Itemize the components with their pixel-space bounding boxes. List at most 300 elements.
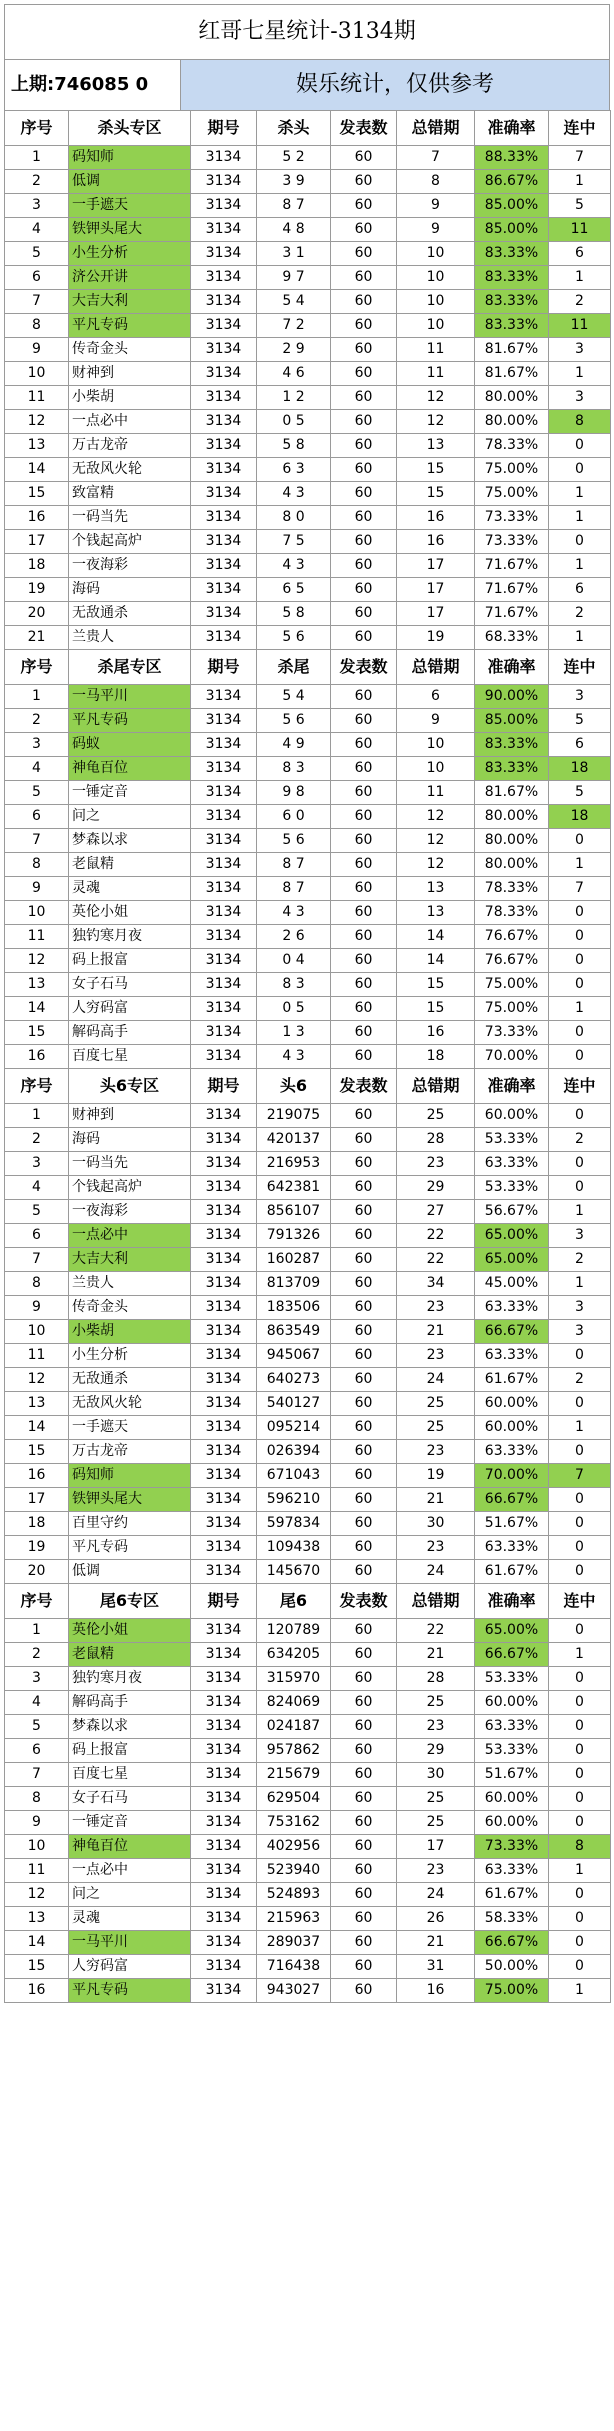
table-row (5, 1104, 611, 1128)
col-accuracy-cell: 66.67% (475, 1488, 549, 1512)
col-errors-cell: 23 (397, 1344, 475, 1368)
header-col-count: 发表数 (331, 1069, 397, 1104)
col-count-cell: 60 (331, 1296, 397, 1320)
col-value-cell: 642381 (257, 1176, 331, 1200)
col-streak-cell: 2 (549, 290, 611, 314)
col-count-cell: 60 (331, 626, 397, 650)
col-issue-cell: 3134 (191, 626, 257, 650)
table-row (5, 1248, 611, 1272)
col-count-cell: 60 (331, 1512, 397, 1536)
col-name-cell: 大吉大利 (69, 1248, 191, 1272)
col-count-cell: 60 (331, 530, 397, 554)
col-errors-cell: 34 (397, 1272, 475, 1296)
col-accuracy-cell: 73.33% (475, 506, 549, 530)
col-count-cell: 60 (331, 1368, 397, 1392)
col-index-cell: 19 (5, 578, 69, 602)
col-name-cell: 独钓寒月夜 (69, 1667, 191, 1691)
table-row (5, 1763, 611, 1787)
col-issue-cell: 3134 (191, 1560, 257, 1584)
col-value-cell: 4 8 (257, 218, 331, 242)
col-index-cell: 11 (5, 1344, 69, 1368)
col-issue-cell: 3134 (191, 949, 257, 973)
col-name-cell: 万古龙帝 (69, 1440, 191, 1464)
header-col-accuracy: 准确率 (475, 1069, 549, 1104)
table-row (5, 1715, 611, 1739)
col-count-cell: 60 (331, 1667, 397, 1691)
col-streak-cell: 0 (549, 1667, 611, 1691)
col-index-cell: 10 (5, 362, 69, 386)
table-row (5, 506, 611, 530)
col-errors-cell: 24 (397, 1883, 475, 1907)
col-index-cell: 9 (5, 1296, 69, 1320)
col-index-cell: 14 (5, 997, 69, 1021)
col-count-cell: 60 (331, 733, 397, 757)
col-accuracy-cell: 68.33% (475, 626, 549, 650)
disclaimer-note: 娱乐统计，仅供参考 (181, 60, 609, 110)
col-value-cell: 5 6 (257, 709, 331, 733)
table-row (5, 1128, 611, 1152)
table-row (5, 1835, 611, 1859)
col-issue-cell: 3134 (191, 290, 257, 314)
header-col-index: 序号 (5, 650, 69, 685)
table-row (5, 829, 611, 853)
col-name-cell: 一手遮天 (69, 1416, 191, 1440)
col-accuracy-cell: 80.00% (475, 386, 549, 410)
col-streak-cell: 1 (549, 266, 611, 290)
col-name-cell: 解码高手 (69, 1021, 191, 1045)
col-index-cell: 15 (5, 1440, 69, 1464)
col-issue-cell: 3134 (191, 554, 257, 578)
col-index-cell: 4 (5, 1176, 69, 1200)
col-issue-cell: 3134 (191, 506, 257, 530)
col-accuracy-cell: 66.67% (475, 1643, 549, 1667)
col-issue-cell: 3134 (191, 338, 257, 362)
col-value-cell: 420137 (257, 1128, 331, 1152)
col-accuracy-cell: 61.67% (475, 1883, 549, 1907)
col-accuracy-cell: 78.33% (475, 877, 549, 901)
col-count-cell: 60 (331, 1488, 397, 1512)
col-accuracy-cell: 60.00% (475, 1787, 549, 1811)
col-issue-cell: 3134 (191, 757, 257, 781)
col-count-cell: 60 (331, 482, 397, 506)
col-value-cell: 629504 (257, 1787, 331, 1811)
header-col-value: 尾6 (257, 1584, 331, 1619)
col-value-cell: 6 5 (257, 578, 331, 602)
col-count-cell: 60 (331, 1691, 397, 1715)
col-value-cell: 1 3 (257, 1021, 331, 1045)
col-name-cell: 平凡专码 (69, 1536, 191, 1560)
col-index-cell: 8 (5, 314, 69, 338)
col-index-cell: 7 (5, 1248, 69, 1272)
col-name-cell: 兰贵人 (69, 626, 191, 650)
table-row (5, 1979, 611, 2003)
col-name-cell: 铁钾头尾大 (69, 218, 191, 242)
col-value-cell: 5 4 (257, 290, 331, 314)
col-name-cell: 英伦小姐 (69, 901, 191, 925)
col-errors-cell: 25 (397, 1416, 475, 1440)
table-row (5, 482, 611, 506)
col-value-cell: 2 9 (257, 338, 331, 362)
table-row (5, 1739, 611, 1763)
col-accuracy-cell: 61.67% (475, 1368, 549, 1392)
header-col-streak: 连中 (549, 111, 611, 146)
stats-table (4, 110, 611, 2003)
col-count-cell: 60 (331, 338, 397, 362)
col-value-cell: 957862 (257, 1739, 331, 1763)
header-col-accuracy: 准确率 (475, 650, 549, 685)
col-accuracy-cell: 50.00% (475, 1955, 549, 1979)
col-accuracy-cell: 63.33% (475, 1344, 549, 1368)
col-name-cell: 百度七星 (69, 1045, 191, 1069)
col-name-cell: 财神到 (69, 362, 191, 386)
page-title: 红哥七星统计-3134期 (4, 4, 610, 60)
col-count-cell: 60 (331, 146, 397, 170)
col-index-cell: 1 (5, 685, 69, 709)
col-name-cell: 一马平川 (69, 685, 191, 709)
col-index-cell: 15 (5, 482, 69, 506)
col-count-cell: 60 (331, 1200, 397, 1224)
col-issue-cell: 3134 (191, 578, 257, 602)
col-streak-cell: 0 (549, 973, 611, 997)
col-streak-cell: 2 (549, 1128, 611, 1152)
col-issue-cell: 3134 (191, 877, 257, 901)
col-accuracy-cell: 63.33% (475, 1152, 549, 1176)
col-count-cell: 60 (331, 1643, 397, 1667)
col-name-cell: 个钱起高炉 (69, 530, 191, 554)
col-accuracy-cell: 60.00% (475, 1416, 549, 1440)
table-row (5, 1536, 611, 1560)
col-streak-cell: 0 (549, 1619, 611, 1643)
col-streak-cell: 1 (549, 362, 611, 386)
col-index-cell: 13 (5, 973, 69, 997)
col-index-cell: 11 (5, 386, 69, 410)
col-count-cell: 60 (331, 1021, 397, 1045)
col-value-cell: 215679 (257, 1763, 331, 1787)
col-value-cell: 813709 (257, 1272, 331, 1296)
col-value-cell: 597834 (257, 1512, 331, 1536)
col-name-cell: 平凡专码 (69, 314, 191, 338)
col-accuracy-cell: 53.33% (475, 1128, 549, 1152)
col-count-cell: 60 (331, 218, 397, 242)
col-name-cell: 低调 (69, 170, 191, 194)
col-accuracy-cell: 80.00% (475, 410, 549, 434)
table-row (5, 1416, 611, 1440)
col-index-cell: 7 (5, 290, 69, 314)
table-row (5, 1045, 611, 1069)
col-streak-cell: 1 (549, 482, 611, 506)
table-row (5, 338, 611, 362)
col-value-cell: 219075 (257, 1104, 331, 1128)
col-count-cell: 60 (331, 1979, 397, 2003)
col-errors-cell: 25 (397, 1104, 475, 1128)
col-value-cell: 945067 (257, 1344, 331, 1368)
col-errors-cell: 29 (397, 1176, 475, 1200)
col-issue-cell: 3134 (191, 1320, 257, 1344)
col-value-cell: 3 1 (257, 242, 331, 266)
col-errors-cell: 17 (397, 602, 475, 626)
col-streak-cell: 0 (549, 1488, 611, 1512)
col-issue-cell: 3134 (191, 242, 257, 266)
col-accuracy-cell: 45.00% (475, 1272, 549, 1296)
col-issue-cell: 3134 (191, 1248, 257, 1272)
col-count-cell: 60 (331, 973, 397, 997)
col-issue-cell: 3134 (191, 1619, 257, 1643)
col-name-cell: 海码 (69, 578, 191, 602)
col-name-cell: 老鼠精 (69, 1643, 191, 1667)
col-count-cell: 60 (331, 434, 397, 458)
col-count-cell: 60 (331, 925, 397, 949)
header-col-errors: 总错期 (397, 650, 475, 685)
col-accuracy-cell: 78.33% (475, 434, 549, 458)
col-count-cell: 60 (331, 1955, 397, 1979)
col-value-cell: 4 3 (257, 1045, 331, 1069)
col-value-cell: 4 3 (257, 554, 331, 578)
col-count-cell: 60 (331, 1883, 397, 1907)
col-errors-cell: 13 (397, 877, 475, 901)
header-col-value: 头6 (257, 1069, 331, 1104)
col-accuracy-cell: 75.00% (475, 973, 549, 997)
col-count-cell: 60 (331, 1104, 397, 1128)
col-accuracy-cell: 58.33% (475, 1907, 549, 1931)
col-accuracy-cell: 73.33% (475, 1835, 549, 1859)
col-name-cell: 致富精 (69, 482, 191, 506)
col-issue-cell: 3134 (191, 1691, 257, 1715)
header-col-issue: 期号 (191, 111, 257, 146)
col-count-cell: 60 (331, 458, 397, 482)
table-row (5, 1440, 611, 1464)
col-accuracy-cell: 81.67% (475, 362, 549, 386)
col-index-cell: 5 (5, 242, 69, 266)
table-row (5, 1176, 611, 1200)
col-value-cell: 671043 (257, 1464, 331, 1488)
col-errors-cell: 12 (397, 853, 475, 877)
table-row (5, 1811, 611, 1835)
col-streak-cell: 0 (549, 1536, 611, 1560)
col-index-cell: 12 (5, 949, 69, 973)
col-count-cell: 60 (331, 1320, 397, 1344)
col-accuracy-cell: 71.67% (475, 554, 549, 578)
col-count-cell: 60 (331, 1045, 397, 1069)
col-errors-cell: 22 (397, 1619, 475, 1643)
col-accuracy-cell: 71.67% (475, 602, 549, 626)
col-accuracy-cell: 88.33% (475, 146, 549, 170)
col-errors-cell: 8 (397, 170, 475, 194)
col-value-cell: 791326 (257, 1224, 331, 1248)
table-row (5, 1152, 611, 1176)
col-name-cell: 平凡专码 (69, 709, 191, 733)
col-name-cell: 神龟百位 (69, 757, 191, 781)
col-issue-cell: 3134 (191, 1272, 257, 1296)
col-index-cell: 14 (5, 1931, 69, 1955)
col-accuracy-cell: 53.33% (475, 1667, 549, 1691)
col-streak-cell: 0 (549, 1691, 611, 1715)
col-errors-cell: 10 (397, 314, 475, 338)
col-accuracy-cell: 81.67% (475, 338, 549, 362)
col-index-cell: 16 (5, 1045, 69, 1069)
col-issue-cell: 3134 (191, 1176, 257, 1200)
table-row (5, 458, 611, 482)
col-accuracy-cell: 76.67% (475, 925, 549, 949)
table-row (5, 410, 611, 434)
col-accuracy-cell: 53.33% (475, 1176, 549, 1200)
col-errors-cell: 17 (397, 554, 475, 578)
col-errors-cell: 25 (397, 1691, 475, 1715)
col-issue-cell: 3134 (191, 434, 257, 458)
col-accuracy-cell: 85.00% (475, 194, 549, 218)
col-issue-cell: 3134 (191, 1224, 257, 1248)
col-index-cell: 8 (5, 1787, 69, 1811)
col-name-cell: 低调 (69, 1560, 191, 1584)
col-errors-cell: 15 (397, 997, 475, 1021)
col-value-cell: 753162 (257, 1811, 331, 1835)
col-issue-cell: 3134 (191, 1835, 257, 1859)
col-count-cell: 60 (331, 1128, 397, 1152)
table-row (5, 925, 611, 949)
col-name-cell: 梦森以求 (69, 1715, 191, 1739)
col-accuracy-cell: 76.67% (475, 949, 549, 973)
subheader (4, 60, 610, 110)
col-index-cell: 11 (5, 925, 69, 949)
col-accuracy-cell: 63.33% (475, 1440, 549, 1464)
table-row (5, 1883, 611, 1907)
section-header-row (5, 1584, 611, 1619)
col-errors-cell: 25 (397, 1392, 475, 1416)
col-value-cell: 6 0 (257, 805, 331, 829)
col-issue-cell: 3134 (191, 482, 257, 506)
section-header-row (5, 111, 611, 146)
col-issue-cell: 3134 (191, 685, 257, 709)
col-issue-cell: 3134 (191, 1787, 257, 1811)
table-row (5, 1272, 611, 1296)
col-accuracy-cell: 60.00% (475, 1811, 549, 1835)
col-name-cell: 人穷码富 (69, 1955, 191, 1979)
col-streak-cell: 5 (549, 781, 611, 805)
col-errors-cell: 15 (397, 973, 475, 997)
col-index-cell: 2 (5, 170, 69, 194)
col-streak-cell: 0 (549, 1811, 611, 1835)
col-issue-cell: 3134 (191, 1763, 257, 1787)
col-accuracy-cell: 53.33% (475, 1739, 549, 1763)
col-streak-cell: 1 (549, 997, 611, 1021)
col-issue-cell: 3134 (191, 1464, 257, 1488)
col-streak-cell: 0 (549, 1176, 611, 1200)
col-streak-cell: 0 (549, 1512, 611, 1536)
col-value-cell: 9 8 (257, 781, 331, 805)
col-name-cell: 百度七星 (69, 1763, 191, 1787)
col-index-cell: 5 (5, 1715, 69, 1739)
col-count-cell: 60 (331, 1152, 397, 1176)
col-accuracy-cell: 63.33% (475, 1715, 549, 1739)
col-issue-cell: 3134 (191, 1021, 257, 1045)
col-index-cell: 13 (5, 1907, 69, 1931)
col-streak-cell: 11 (549, 314, 611, 338)
col-streak-cell: 8 (549, 1835, 611, 1859)
col-accuracy-cell: 75.00% (475, 458, 549, 482)
col-accuracy-cell: 63.33% (475, 1296, 549, 1320)
col-count-cell: 60 (331, 1536, 397, 1560)
col-value-cell: 5 6 (257, 829, 331, 853)
col-errors-cell: 10 (397, 733, 475, 757)
col-count-cell: 60 (331, 1907, 397, 1931)
col-errors-cell: 23 (397, 1859, 475, 1883)
col-value-cell: 524893 (257, 1883, 331, 1907)
col-count-cell: 60 (331, 997, 397, 1021)
table-row (5, 1787, 611, 1811)
col-count-cell: 60 (331, 1560, 397, 1584)
col-value-cell: 109438 (257, 1536, 331, 1560)
col-count-cell: 60 (331, 1739, 397, 1763)
table-row (5, 685, 611, 709)
col-accuracy-cell: 75.00% (475, 482, 549, 506)
header-col-name: 尾6专区 (69, 1584, 191, 1619)
col-index-cell: 17 (5, 530, 69, 554)
col-errors-cell: 29 (397, 1739, 475, 1763)
col-issue-cell: 3134 (191, 1488, 257, 1512)
col-issue-cell: 3134 (191, 805, 257, 829)
col-name-cell: 神龟百位 (69, 1835, 191, 1859)
col-value-cell: 4 6 (257, 362, 331, 386)
col-value-cell: 523940 (257, 1859, 331, 1883)
col-errors-cell: 18 (397, 1045, 475, 1069)
col-errors-cell: 6 (397, 685, 475, 709)
col-count-cell: 60 (331, 170, 397, 194)
col-index-cell: 3 (5, 194, 69, 218)
col-accuracy-cell: 63.33% (475, 1536, 549, 1560)
col-errors-cell: 12 (397, 829, 475, 853)
col-streak-cell: 8 (549, 410, 611, 434)
col-streak-cell: 0 (549, 949, 611, 973)
col-issue-cell: 3134 (191, 1907, 257, 1931)
col-streak-cell: 3 (549, 1296, 611, 1320)
col-count-cell: 60 (331, 1763, 397, 1787)
col-accuracy-cell: 65.00% (475, 1248, 549, 1272)
col-issue-cell: 3134 (191, 170, 257, 194)
col-count-cell: 60 (331, 1440, 397, 1464)
col-streak-cell: 0 (549, 1739, 611, 1763)
col-issue-cell: 3134 (191, 733, 257, 757)
col-name-cell: 传奇金头 (69, 338, 191, 362)
col-name-cell: 传奇金头 (69, 1296, 191, 1320)
col-streak-cell: 3 (549, 685, 611, 709)
col-issue-cell: 3134 (191, 973, 257, 997)
col-count-cell: 60 (331, 314, 397, 338)
col-issue-cell: 3134 (191, 1128, 257, 1152)
col-name-cell: 大吉大利 (69, 290, 191, 314)
col-accuracy-cell: 56.67% (475, 1200, 549, 1224)
col-streak-cell: 1 (549, 626, 611, 650)
col-name-cell: 一码当先 (69, 1152, 191, 1176)
table-row (5, 1344, 611, 1368)
col-value-cell: 095214 (257, 1416, 331, 1440)
col-name-cell: 一点必中 (69, 1224, 191, 1248)
col-index-cell: 10 (5, 1320, 69, 1344)
col-index-cell: 11 (5, 1859, 69, 1883)
col-count-cell: 60 (331, 781, 397, 805)
col-issue-cell: 3134 (191, 781, 257, 805)
col-issue-cell: 3134 (191, 997, 257, 1021)
col-value-cell: 215963 (257, 1907, 331, 1931)
col-accuracy-cell: 60.00% (475, 1392, 549, 1416)
col-accuracy-cell: 83.33% (475, 290, 549, 314)
col-streak-cell: 3 (549, 1224, 611, 1248)
header-col-value: 杀头 (257, 111, 331, 146)
col-issue-cell: 3134 (191, 1440, 257, 1464)
col-index-cell: 20 (5, 602, 69, 626)
col-errors-cell: 11 (397, 362, 475, 386)
col-value-cell: 5 2 (257, 146, 331, 170)
col-name-cell: 一锤定音 (69, 1811, 191, 1835)
col-accuracy-cell: 83.33% (475, 242, 549, 266)
